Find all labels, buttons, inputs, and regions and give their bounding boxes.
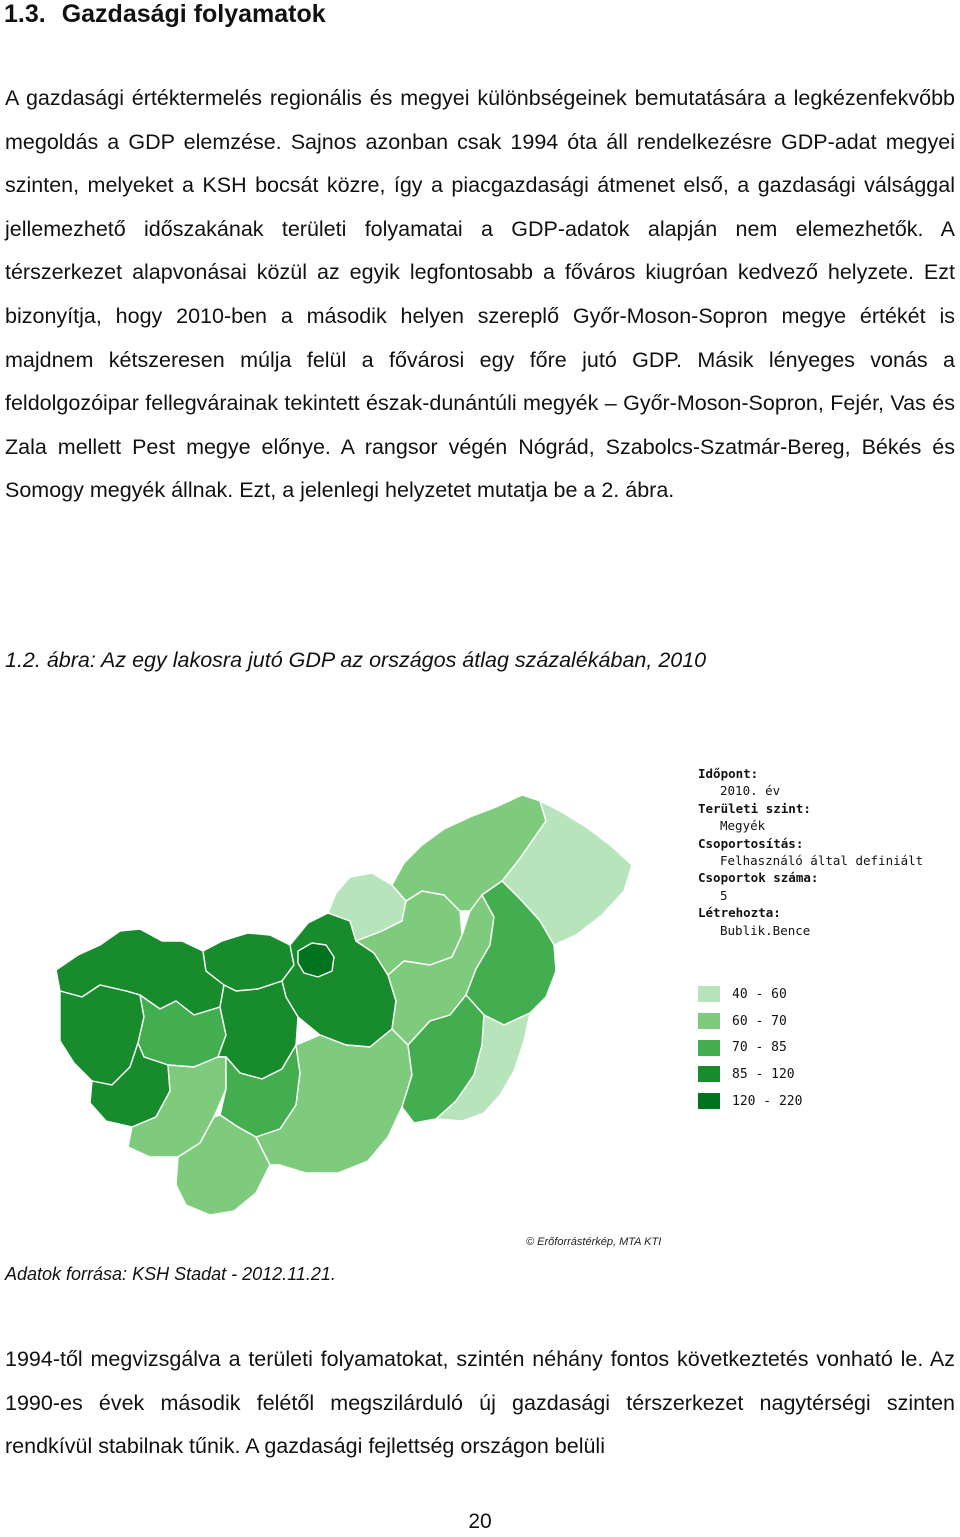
figure-caption: 1.2. ábra: Az egy lakosra jutó GDP az országos átlag százalékában, 2010 xyxy=(5,648,707,672)
meta-label: Területi szint: xyxy=(698,800,811,816)
legend-item xyxy=(698,981,802,1008)
map-metadata-panel xyxy=(698,765,923,939)
legend-swatch xyxy=(698,986,720,1002)
meta-row xyxy=(698,904,923,939)
county-budapest xyxy=(298,943,334,977)
page-number: 20 xyxy=(468,1510,492,1533)
legend-item xyxy=(698,1088,802,1115)
meta-value: Felhasználó által definiált xyxy=(720,853,924,869)
meta-label: Csoportok száma: xyxy=(698,870,819,886)
legend-item xyxy=(698,1008,802,1035)
meta-label: Csoportosítás: xyxy=(698,835,804,851)
meta-row xyxy=(698,800,923,835)
meta-value: Megyék xyxy=(720,818,766,834)
meta-value: Bublik.Bence xyxy=(720,922,811,938)
meta-label: Létrehozta: xyxy=(698,905,781,921)
county-gdp-map xyxy=(0,745,960,1235)
meta-row xyxy=(698,869,923,904)
legend-swatch xyxy=(698,1013,720,1029)
meta-value: 5 xyxy=(720,887,728,903)
legend-item xyxy=(698,1034,802,1061)
legend-swatch xyxy=(698,1093,720,1109)
meta-value: 2010. év xyxy=(720,783,781,799)
legend-range: 85 - 120 xyxy=(732,1066,795,1082)
meta-row xyxy=(698,835,923,870)
body-paragraph-2: 1994-től megvizsgálva a területi folyamatokat, szintén néhány fontos következtetés vonható le. Az 1990-es évek második felétől megszilárduló új gazdasági térszerkezet nagytérségi szinten rendkívül stabilnak tűnik. A gazdasági fejlettség országon belüli xyxy=(5,1347,955,1459)
legend-range: 120 - 220 xyxy=(732,1093,803,1109)
body-paragraph-1: A gazdasági értéktermelés regionális és megyei különbségeinek bemutatására a legkézenfekvőbb megoldás a GDP elemzése. Sajnos azonban csak 1994 óta áll rendelkezésre GDP-adat megyei szinten, melyeket a KSH bocsát közre, így a piacgazdasági átmenet első, a gazdasági válsággal jellemezhető időszakának területi folyamatai a GDP-adatok alapján nem elemezhetők. A térszerkezet alapvonásai közül az egyik legfontosabb a főváros kiugróan kedvező helyzete. Ezt bizonyítja, hogy 2010-ben a második helyen szereplő Győr-Moson-Sopron megye értékét is majdnem kétszeresen múlja felül a fővárosi egy főre jutó GDP. Másik lényeges vonás a feldolgozóipar fellegvárainak tekintett észak-dunántúli megyék – Győr-Moson-Sopron, Fejér, Vas és Zala mellett Pest megye előnye. A rangsor végén Nógrád, Szabolcs-Szatmár-Bereg, Békés és Somogy megyék állnak. Ezt, a jelenlegi helyzetet mutatja be a 2. ábra. xyxy=(5,86,955,503)
legend-range: 40 - 60 xyxy=(732,986,787,1002)
section-heading xyxy=(4,0,326,29)
section-title: Gazdasági folyamatok xyxy=(61,0,326,28)
map-legend xyxy=(698,981,802,1114)
legend-swatch xyxy=(698,1066,720,1082)
legend-swatch xyxy=(698,1040,720,1056)
legend-range: 70 - 85 xyxy=(732,1040,787,1056)
meta-label: Időpont: xyxy=(698,766,759,781)
legend-range: 60 - 70 xyxy=(732,1013,787,1029)
map-copyright: © Erőforrástérkép, MTA KTI xyxy=(526,1236,662,1248)
meta-row xyxy=(698,765,923,800)
legend-item xyxy=(698,1061,802,1088)
section-number: 1.3. xyxy=(4,0,46,28)
data-source: Adatok forrása: KSH Stadat - 2012.11.21. xyxy=(5,1264,336,1284)
